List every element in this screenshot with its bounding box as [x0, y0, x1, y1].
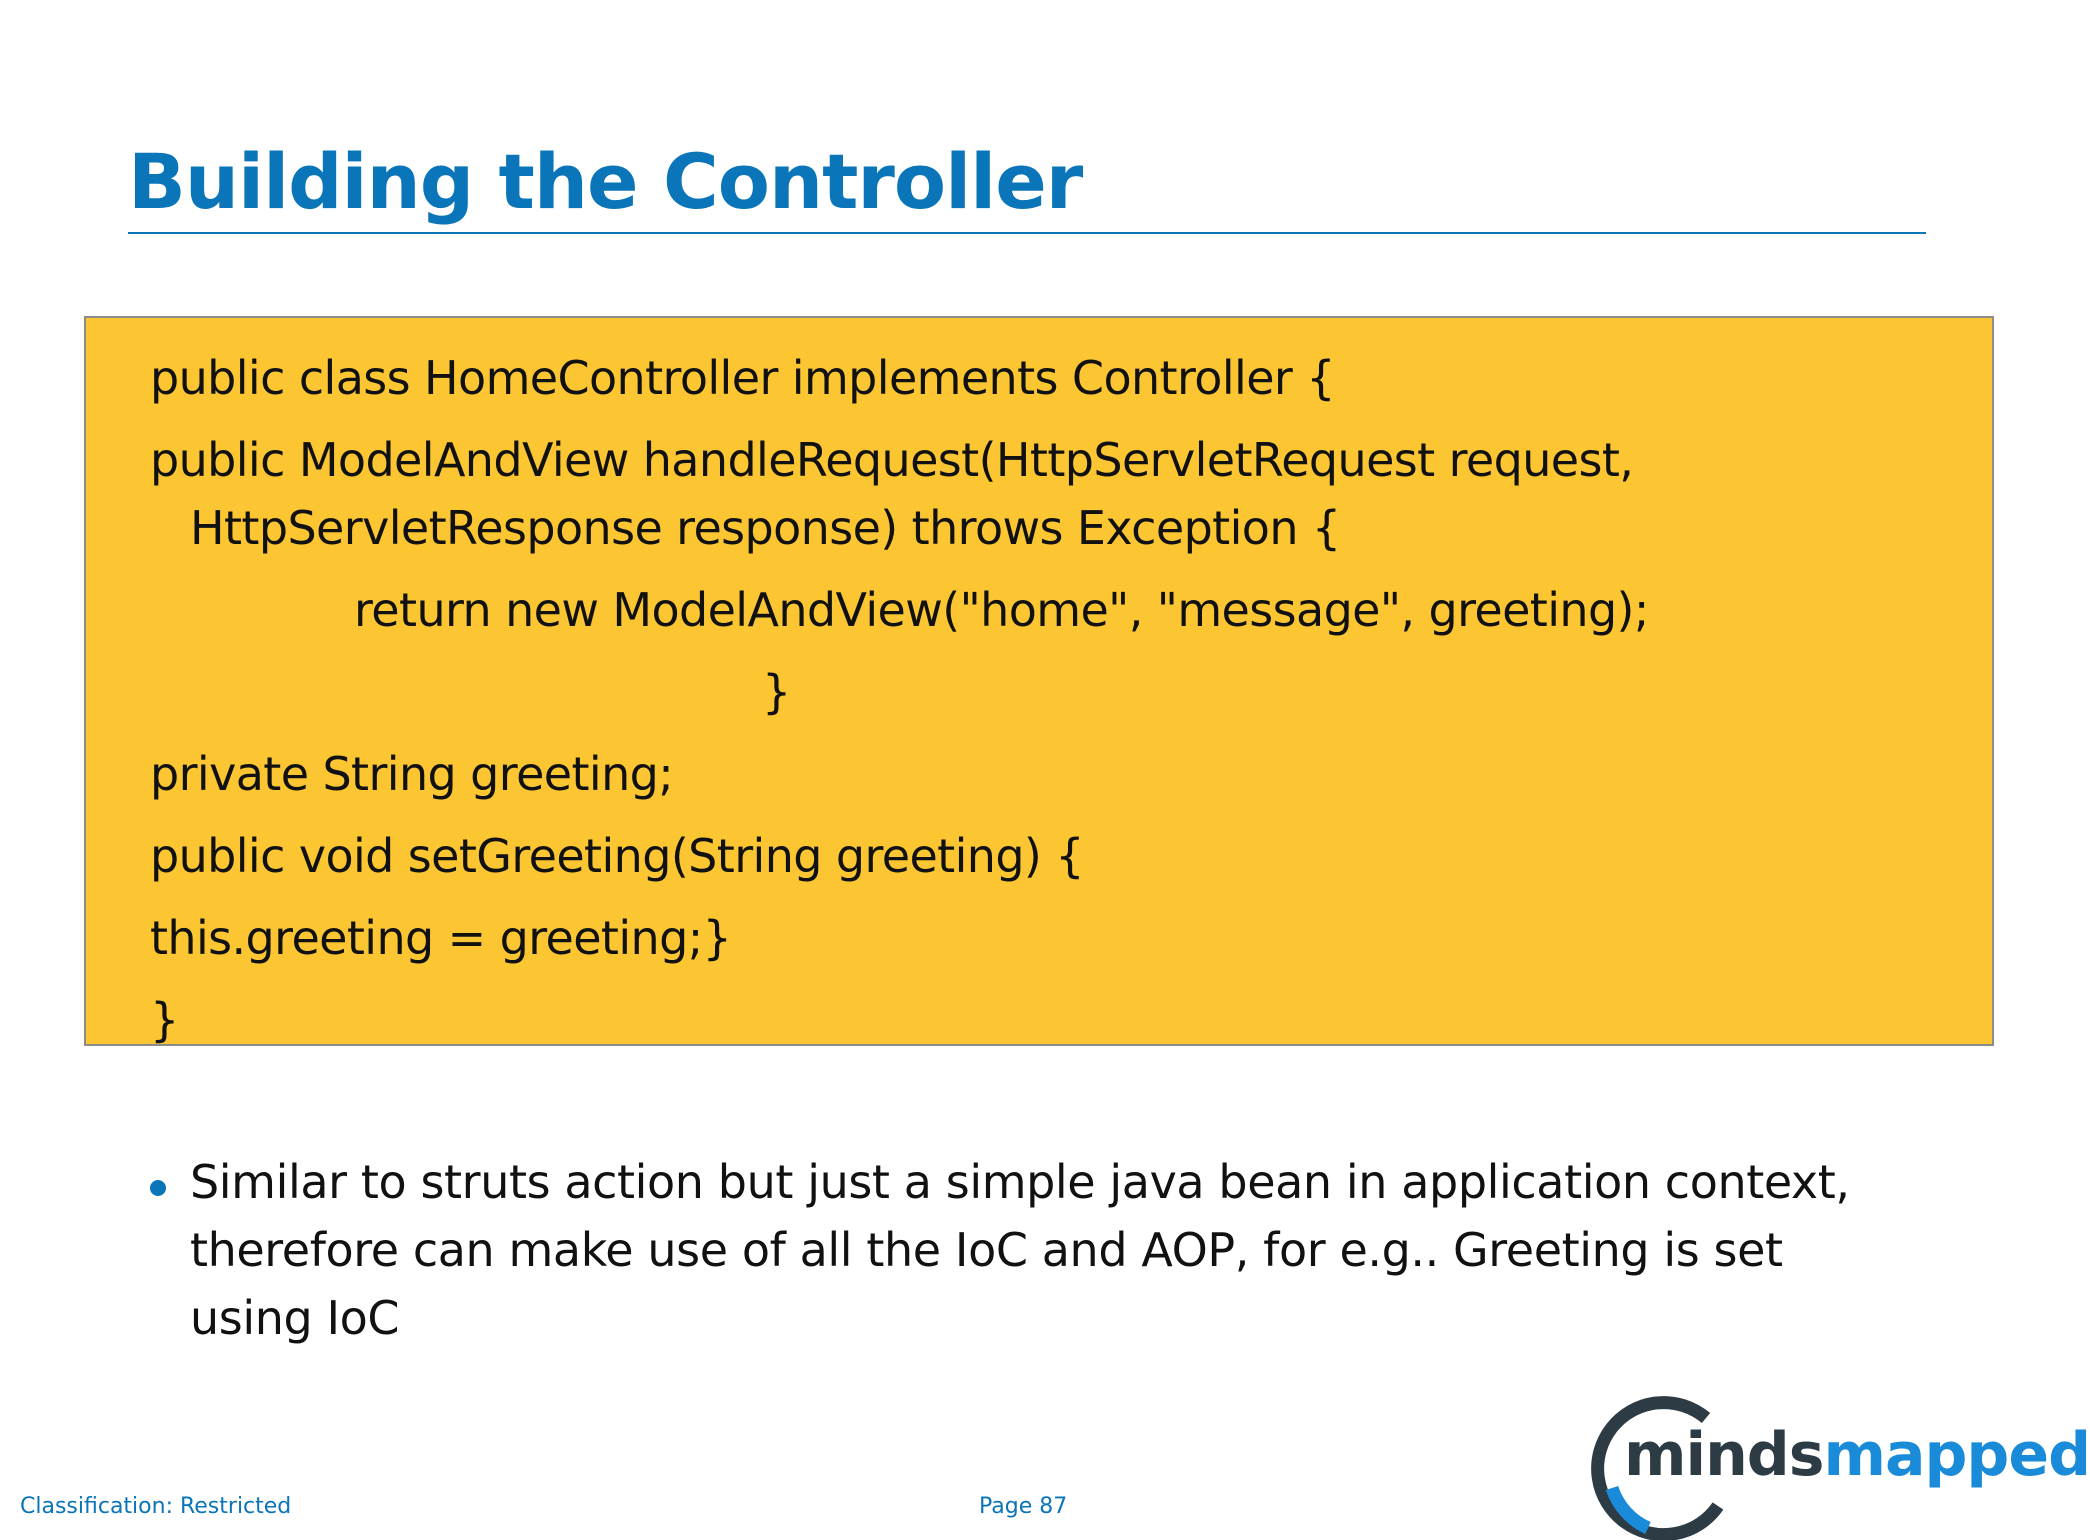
- code-line: public void setGreeting(String greeting) {: [150, 829, 1084, 883]
- footer-page-number: Page 87: [979, 1494, 1068, 1519]
- mindsmapped-logo: [1588, 1386, 2090, 1536]
- title-underline: [128, 232, 1926, 234]
- bullet-icon: [150, 1180, 166, 1196]
- logo-text-minds: minds: [1624, 1420, 1824, 1490]
- code-line: HttpServletResponse response) throws Exception {: [190, 501, 1341, 555]
- code-block: [84, 316, 1994, 1046]
- code-line: private String greeting;: [150, 747, 674, 801]
- code-line: public class HomeController implements Controller {: [150, 351, 1335, 405]
- code-line: return new ModelAndView("home", "message", greeting);: [354, 583, 1649, 637]
- code-line: }: [150, 993, 179, 1047]
- logo-text-mapped: mapped: [1823, 1420, 2090, 1490]
- code-line: }: [762, 665, 791, 719]
- logo-wordmark: [1624, 1420, 2090, 1490]
- slide-title: Building the Controller: [128, 137, 1083, 226]
- footer-classification: Classification: Restricted: [20, 1494, 292, 1519]
- code-line: this.greeting = greeting;}: [150, 911, 732, 965]
- bullet-text: Similar to struts action but just a simple java bean in application context, therefore can make use of all the IoC and AOP, for e.g.. Greeting is set using IoC: [190, 1155, 1850, 1345]
- code-line: public ModelAndView handleRequest(HttpServletRequest request,: [150, 433, 1634, 487]
